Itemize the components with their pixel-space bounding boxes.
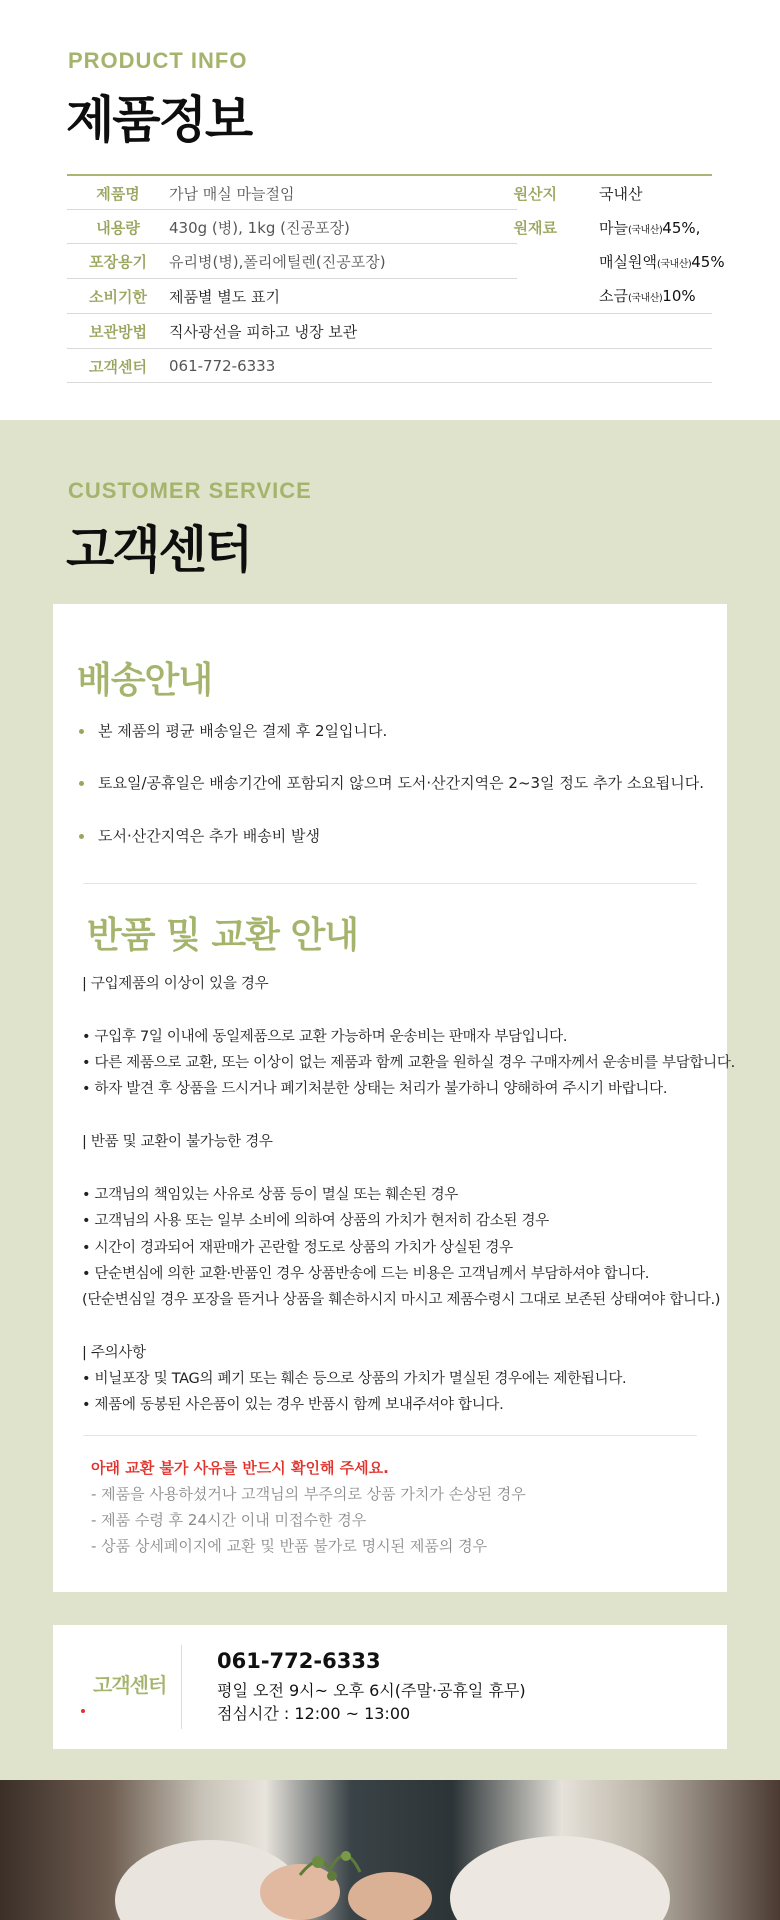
info-value: 430g (병), 1kg (진공포장): [169, 218, 350, 237]
returns-line: • 고객님의 책임있는 사유로 상품 등이 멸실 또는 훼손된 경우: [82, 1187, 459, 1203]
ingredient-item: [599, 251, 725, 272]
contact-hours: 평일 오전 9시~ 오후 6시(주말·공휴일 휴무): [217, 1681, 526, 1700]
policy-card: [53, 604, 735, 1592]
warning-title: 아래 교환 불가 사유를 반드시 확인해 주세요.: [91, 1459, 389, 1477]
returns-line: • 비닐포장 및 TAG의 폐기 또는 훼손 등으로 상품의 가치가 멸실된 경우에는 제한됩니다.: [82, 1371, 627, 1387]
contact-phone[interactable]: 061-772-6333: [217, 1649, 381, 1673]
returns-subheading: | 반품 및 교환이 불가능한 경우: [82, 1134, 273, 1150]
bullet-icon: [79, 729, 84, 734]
ingredient-name: 소금: [599, 287, 628, 305]
ingredient-item: [599, 285, 696, 306]
customer-service-section: [0, 420, 780, 1780]
ingredient-pct: 45%: [691, 253, 725, 271]
contact-label: 고객센터: [93, 1673, 167, 1697]
info-label: 제품명: [96, 184, 140, 203]
bullet-icon: [79, 834, 84, 839]
delivery-item-text: 본 제품의 평균 배송일은 결제 후 2일입니다.: [98, 722, 388, 740]
info-value: 유리병(병),폴리에틸렌(진공포장): [169, 252, 386, 271]
section-divider: [83, 1435, 697, 1436]
ingredients-label: 원재료: [513, 219, 557, 237]
returns-subheading: | 구입제품의 이상이 있을 경우: [82, 976, 269, 992]
info-label: 포장용기: [89, 252, 147, 271]
delivery-item: [79, 772, 704, 793]
returns-line: (단순변심일 경우 포장을 뜯거나 상품을 훼손하시지 마시고 제품수령시 그대로 보존된 상태여야 합니다.): [82, 1292, 721, 1308]
section-divider: [83, 883, 697, 884]
info-value: 061-772-6333: [169, 357, 276, 375]
product-info-table: [67, 174, 725, 376]
warning-item: - 상품 상세페이지에 교환 및 반품 불가로 명시된 제품의 경우: [91, 1537, 488, 1555]
customer-service-eng-title: CUSTOMER SERVICE: [68, 478, 312, 503]
info-label: 소비기한: [89, 287, 147, 306]
contact-divider: [181, 1645, 182, 1729]
info-row-contact: [67, 349, 275, 383]
info-label: 고객센터: [89, 357, 147, 376]
ingredient-item: [599, 217, 700, 238]
product-info-eng-title: PRODUCT INFO: [68, 48, 248, 73]
returns-line: • 고객님의 사용 또는 일부 소비에 의하여 상품의 가치가 현저히 감소된 경우: [82, 1213, 549, 1229]
delivery-item-text: 토요일/공휴일은 배송기간에 포함되지 않으며 도서·산간지역은 2~3일 정도 추가 소요됩니다.: [98, 774, 705, 792]
info-row-name: [67, 176, 294, 210]
ingredient-pct: 10%: [662, 287, 696, 305]
info-row-storage: [67, 314, 357, 348]
delivery-item-text: 도서·산간지역은 추가 배송비 발생: [98, 827, 320, 845]
row-divider: [67, 382, 712, 383]
ingredient-origin: (국내산): [627, 225, 663, 236]
delivery-heading: 배송안내: [77, 660, 213, 701]
red-dot-icon: [81, 1709, 85, 1713]
product-info-title: 제품정보: [66, 91, 252, 149]
ingredient-name: 마늘: [599, 219, 628, 237]
product-photo: [0, 1780, 780, 1920]
contact-lunch-hours: 점심시간 : 12:00 ~ 13:00: [217, 1704, 411, 1723]
info-value: 가남 매실 마늘절임: [169, 184, 295, 203]
info-row-volume: [67, 210, 350, 244]
ingredient-pct: 45%,: [662, 219, 701, 237]
returns-line: • 구입후 7일 이내에 동일제품으로 교환 가능하며 운송비는 판매자 부담입니다.: [82, 1029, 568, 1045]
returns-line: • 다른 제품으로 교환, 또는 이상이 없는 제품과 함께 교환을 원하실 경우 구매자께서 운송비를 부담합니다.: [82, 1055, 735, 1071]
customer-service-title: 고객센터: [66, 521, 252, 579]
returns-line: • 단순변심에 의한 교환·반품인 경우 상품반송에 드는 비용은 고객님께서 부담하셔야 합니다.: [82, 1266, 650, 1282]
returns-subheading: | 주의사항: [82, 1345, 146, 1361]
info-row-package: [67, 244, 386, 278]
returns-line: • 시간이 경과되어 재판매가 곤란할 정도로 상품의 가치가 상실된 경우: [82, 1240, 513, 1256]
returns-line: • 하자 발견 후 상품을 드시거나 폐기처분한 상태는 처리가 불가하니 양해하여 주시기 바랍니다.: [82, 1081, 668, 1097]
info-label: 보관방법: [89, 322, 147, 341]
delivery-item: [79, 720, 387, 741]
info-row-expiry: [67, 279, 280, 313]
warning-item: - 제품을 사용하셨거나 고객님의 부주의로 상품 가치가 손상된 경우: [91, 1485, 526, 1503]
photo-illustration: [0, 1780, 780, 1920]
info-value: 제품별 별도 표기: [169, 287, 280, 306]
ingredient-origin: (국내산): [656, 259, 692, 270]
ingredient-name: 매실원액: [599, 253, 657, 271]
ingredient-origin: (국내산): [627, 293, 663, 304]
delivery-item: [79, 825, 320, 846]
warning-item: - 제품 수령 후 24시간 이내 미접수한 경우: [91, 1511, 367, 1529]
origin-value: 국내산: [599, 185, 643, 203]
info-label: 내용량: [96, 218, 140, 237]
returns-heading: 반품 및 교환 안내: [87, 915, 359, 956]
returns-line: • 제품에 동봉된 사은품이 있는 경우 반품시 함께 보내주셔야 합니다.: [82, 1397, 504, 1413]
origin-label: 원산지: [513, 185, 557, 203]
product-info-section: [0, 0, 780, 420]
contact-card: [53, 1625, 727, 1749]
info-value: 직사광선을 피하고 냉장 보관: [169, 322, 358, 341]
bullet-icon: [79, 781, 84, 786]
